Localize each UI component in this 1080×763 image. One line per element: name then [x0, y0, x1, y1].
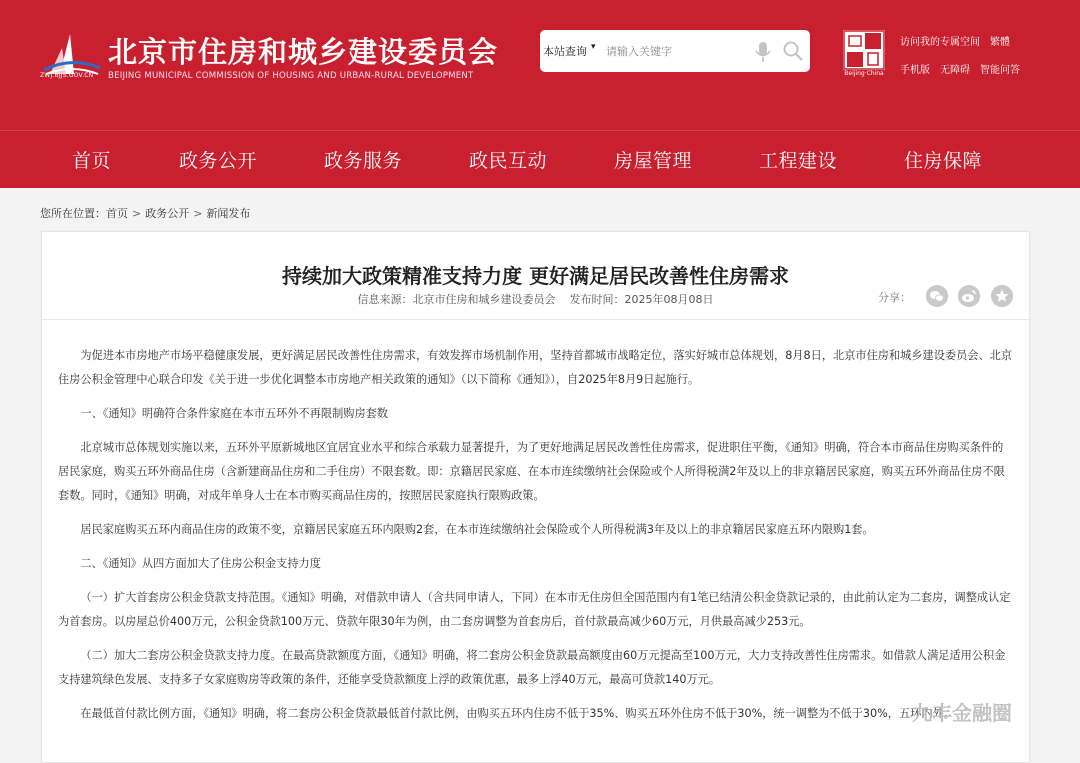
paragraph: 为促进本市房地产市场平稳健康发展，更好满足居民改善性住房需求，有效发挥市场机制作用，坚持首都城市战略定位，落实好城市总体规划，8月8日，北京市住房和城乡建设委员会、北京住房公积金管理中心联合印发《关于进一步优化调整本市房地产相关政策的通知》（以下简称《通知》），自2025年8月9日起施行。: [58, 349, 1013, 386]
top-links-row1: [900, 33, 1020, 48]
nav-housing-security[interactable]: 住房保障: [904, 150, 983, 172]
breadcrumb-prefix: 您所在位置：: [40, 207, 106, 220]
chevron-down-icon[interactable]: ▾: [591, 42, 596, 52]
breadcrumb-gov-affairs[interactable]: 政务公开: [145, 207, 190, 220]
search-icon[interactable]: [782, 40, 804, 62]
search-input[interactable]: [606, 41, 746, 61]
site-title[interactable]: 北京市住房和城乡建设委员会: [108, 35, 499, 69]
favorite-star-icon[interactable]: [991, 285, 1013, 307]
accessibility-link[interactable]: 无障碍: [940, 65, 970, 76]
article-title: 持续加大政策精准支持力度 更好满足居民改善性住房需求: [282, 264, 789, 288]
nav-housing-mgmt[interactable]: 房屋管理: [614, 150, 693, 172]
wechat-share-icon[interactable]: [926, 285, 948, 307]
nav-gov-affairs[interactable]: 政务公开: [179, 150, 258, 172]
breadcrumb: 您所在位置：首页 > 政务公开 > 新闻发布: [40, 207, 251, 220]
seal-caption: Beijing·China: [844, 70, 884, 77]
site-subtitle: BEIJING MUNICIPAL COMMISSION OF HOUSING AND URBAN-RURAL DEVELOPMENT: [108, 71, 474, 81]
microphone-icon[interactable]: [754, 40, 772, 64]
paragraph: （一）扩大首套房公积金贷款支持范围。《通知》明确，对借款申请人（含共同申请人，下同）在本市无住房但全国范围内有1笔已结清公积金贷款记录的，由此前认定为二套房，调整成认定为首套房。以房屋总价400万元，公积金贷款100万元、贷款年限30年为例，由二套房调整为首套房后，首付款最高减少60万元，月供最高减少253元。: [58, 591, 1011, 628]
nav-services[interactable]: 政务服务: [324, 150, 403, 172]
site-header: [0, 0, 1080, 130]
paragraph: 居民家庭购买五环内商品住房的政策不变，京籍居民家庭五环内限购2套，在本市连续缴纳社会保险或个人所得税满3年及以上的非京籍居民家庭五环内限购1套。: [80, 523, 874, 536]
top-links-row2: [900, 61, 1030, 76]
smart-qa-link[interactable]: 智能问答: [980, 65, 1020, 76]
mobile-link[interactable]: 手机版: [900, 65, 930, 76]
article-source: 信息来源：北京市住房和城乡建设委员会: [357, 293, 556, 306]
paragraph: （二）加大二套房公积金贷款支持力度。在最高贷款额度方面，《通知》明确，将二套房公积金贷款最高额度由60万元提高至100万元，大力支持改善性住房需求。如借款人满足适用公积金支持建筑绿色发展、支持多子女家庭购房等政策的条件，还能享受贷款额度上浮的政策优惠，最多上浮40万元，最高可贷款140万元。: [58, 649, 1006, 686]
paragraph: 北京城市总体规划实施以来，五环外平原新城地区宜居宜业水平和综合承载力显著提升，为了更好地满足居民改善性住房需求，促进职住平衡，《通知》明确，符合本市商品住房购买条件的居民家庭，购买五环外商品住房（含新建商品住房和二手住房）不限套数。即：京籍居民家庭、在本市连续缴纳社会保险或个人所得税满2年及以上的非京籍居民家庭，购买五环外商品住房不限套数。同时，《通知》明确，对成年单身人士在本市购买商品住房的，按照居民家庭执行限购政策。: [58, 441, 1005, 502]
breadcrumb-home[interactable]: 首页: [106, 207, 128, 220]
paragraph: 在最低首付款比例方面，《通知》明确，将二套房公积金贷款最低首付款比例，由购买五环内住房不低于35%、购买五环外住房不低于30%，统一调整为不低于30%，五环内外。: [80, 707, 955, 720]
share-label: 分享：: [878, 291, 911, 304]
traditional-chinese-link[interactable]: 繁體: [990, 37, 1010, 48]
search-box: [540, 30, 810, 72]
article-body: [58, 344, 1013, 736]
article-panel: [41, 231, 1030, 763]
paragraph: 二、《通知》从四方面加大了住房公积金支持力度: [80, 557, 321, 570]
paragraph: 一、《通知》明确符合条件家庭在本市五环外不再限制购房套数: [80, 407, 389, 420]
nav-construction[interactable]: 工程建设: [759, 150, 838, 172]
nav-interaction[interactable]: 政民互动: [469, 150, 548, 172]
article-date: 发布时间：2025年08月08日: [569, 293, 714, 306]
watermark: 九丰金融圈: [912, 701, 1012, 725]
seal-logo-icon: [843, 30, 885, 70]
logo-icon[interactable]: [40, 30, 104, 78]
search-scope-select[interactable]: 本站查询: [543, 45, 587, 58]
weibo-share-icon[interactable]: [958, 285, 980, 307]
logo-url: ZWJ.BJJS.GOV.CN: [40, 72, 94, 79]
breadcrumb-news[interactable]: 新闻发布: [206, 207, 251, 220]
main-nav: [0, 130, 1080, 188]
my-space-link[interactable]: 访问我的专属空间: [900, 37, 980, 48]
divider: [42, 319, 1029, 320]
nav-home[interactable]: 首页: [72, 150, 112, 172]
